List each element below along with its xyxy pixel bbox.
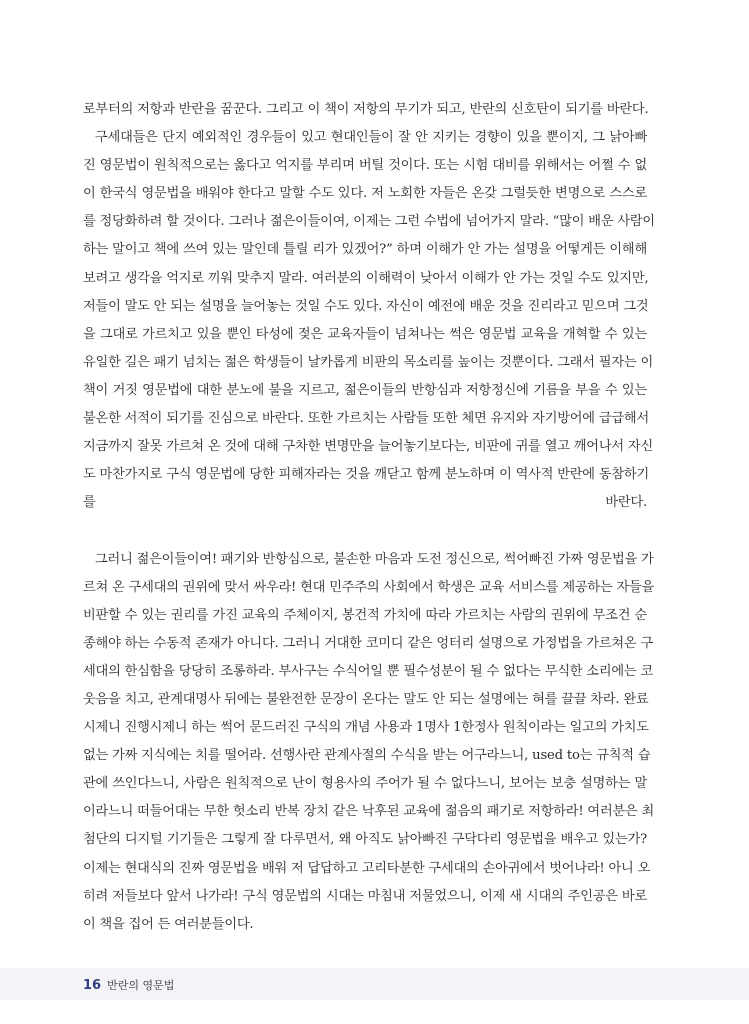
text-line: 르쳐 온 구세대의 권위에 맞서 싸우라! 현대 민주주의 사회에서 학생은 교육 서비스를 제공하는 자들을 <box>83 579 655 595</box>
text-line: 보려고 생각을 억지로 끼워 맞추지 말라. 여러분의 이해력이 낮아서 이해가 안 가는 것일 수도 있지만, <box>83 270 649 286</box>
text-line: 책이 거짓 영문법에 대한 분노에 불을 지르고, 젊은이들의 반항심과 저항정신에 기름을 부을 수 있는 <box>83 382 647 398</box>
book-title: 반란의 영문법 <box>107 979 175 992</box>
text-line: 이 한국식 영문법을 배워야 한다고 말할 수도 있다. 저 노회한 자들은 온갖 그럴듯한 변명으로 스스로 <box>83 186 647 202</box>
text-line: 이라느니 떠들어대는 무한 헛소리 반복 장치 같은 낙후된 교육에 젊음의 패기로 저항하라! 여러분은 최 <box>83 804 655 820</box>
text-line: 지금까지 잘못 가르쳐 온 것에 대해 구차한 변명만을 늘어놓기보다는, 비판에 귀를 열고 깨어나서 자신 <box>83 439 653 455</box>
text-line: 진 영문법이 원칙적으로는 옳다고 억지를 부리며 버틸 것이다. 또는 시험 대비를 위해서는 어쩔 수 없 <box>83 158 647 174</box>
text-line: 첨단의 디지털 기기들은 그렇게 잘 다루면서, 왜 아직도 낡아빠진 구닥다리 영문법을 배우고 있는가? <box>83 832 647 848</box>
text-line: 관에 쓰인다느니, 사람은 원칙적으로 난이 형용사의 주어가 될 수 없다느니, 보어는 보충 설명하는 말 <box>83 776 647 792</box>
text-line: 구세대들은 단지 예외적인 경우들이 있고 현대인들이 잘 안 지키는 경향이 있을 뿐이지, 그 낡아빠 <box>95 130 647 146</box>
text-line: 이제는 현대식의 진짜 영문법을 배워 저 답답하고 고리타분한 구세대의 손아귀에서 벗어나라! 아니 오 <box>83 860 651 876</box>
text-line: 를 정당화하려 할 것이다. 그러나 젊은이들이여, 이제는 그런 수법에 넘어가지 말라. “많이 배운 사람이 <box>83 214 655 230</box>
page-number: 16 <box>83 978 102 993</box>
footer-content <box>83 968 174 1000</box>
text-line: 를 바란다. <box>83 495 647 511</box>
text-line: 을 그대로 가르치고 있을 뿐인 타성에 젖은 교육자들이 넘쳐나는 썩은 영문법 교육을 개혁할 수 있는 <box>83 326 647 342</box>
text-line: 하는 말이고 책에 쓰여 있는 말인데 틀릴 리가 있겠어?” 하며 이해가 안 가는 설명을 어떻게든 이해해 <box>83 242 647 258</box>
text-line: 불온한 서적이 되기를 진심으로 바란다. 또한 가르치는 사람들 또한 체면 유지와 자기방어에 급급해서 <box>83 411 649 427</box>
body-text <box>83 96 655 939</box>
text-line: 없는 가짜 지식에는 치를 떨어라. 선행사란 관계사절의 수식을 받는 어구라느니, used to는 규칙적 습 <box>83 748 651 764</box>
text-line: 시제니 진행시제니 하는 썩어 문드러진 구식의 개념 사용과 1명사 1한정사 원칙이라는 일고의 가치도 <box>83 720 649 736</box>
text-line: 세대의 한심함을 당당히 조롱하라. 부사구는 수식어일 뿐 필수성분이 될 수 없다는 무식한 소리에는 코 <box>83 663 653 679</box>
text-line: 도 마찬가지로 구식 영문법에 당한 피해자라는 것을 깨닫고 함께 분노하며 이 역사적 반란에 동참하기 <box>83 467 649 483</box>
page-footer <box>0 968 749 1000</box>
text-line: 이 책을 집어 든 여러분들이다. <box>83 916 254 932</box>
text-line: 유일한 길은 패기 넘치는 젊은 학생들이 날카롭게 비판의 목소리를 높이는 것뿐이다. 그래서 필자는 이 <box>83 354 653 370</box>
text-line: 저들이 말도 안 되는 설명을 늘어놓는 것일 수도 있다. 자신이 예전에 배운 것을 진리라고 믿으며 그것 <box>83 298 649 314</box>
text-line <box>83 517 647 545</box>
text-line: 그러니 젊은이들이여! 패기와 반항심으로, 불손한 마음과 도전 정신으로, 썩어빠진 가짜 영문법을 가 <box>95 551 654 567</box>
text-line: 비판할 수 있는 권리를 가진 교육의 주체이지, 봉건적 가치에 따라 가르치는 사람의 권위에 무조건 순 <box>83 607 647 623</box>
text-line: 웃음을 치고, 관계대명사 뒤에는 불완전한 문장이 온다는 말도 안 되는 설명에는 혀를 끌끌 차라. 완료 <box>83 691 649 707</box>
text-line: 로부터의 저항과 반란을 꿈꾼다. 그리고 이 책이 저항의 무기가 되고, 반란의 신호탄이 되기를 바란다. <box>83 102 649 117</box>
text-line: 종해야 하는 수동적 존재가 아니다. 그러니 거대한 코미디 같은 엉터리 설명으로 가정법을 가르쳐온 구 <box>83 635 653 651</box>
text-line: 히려 저들보다 앞서 나가라! 구식 영문법의 시대는 마침내 저물었으니, 이제 새 시대의 주인공은 바로 <box>83 888 647 904</box>
